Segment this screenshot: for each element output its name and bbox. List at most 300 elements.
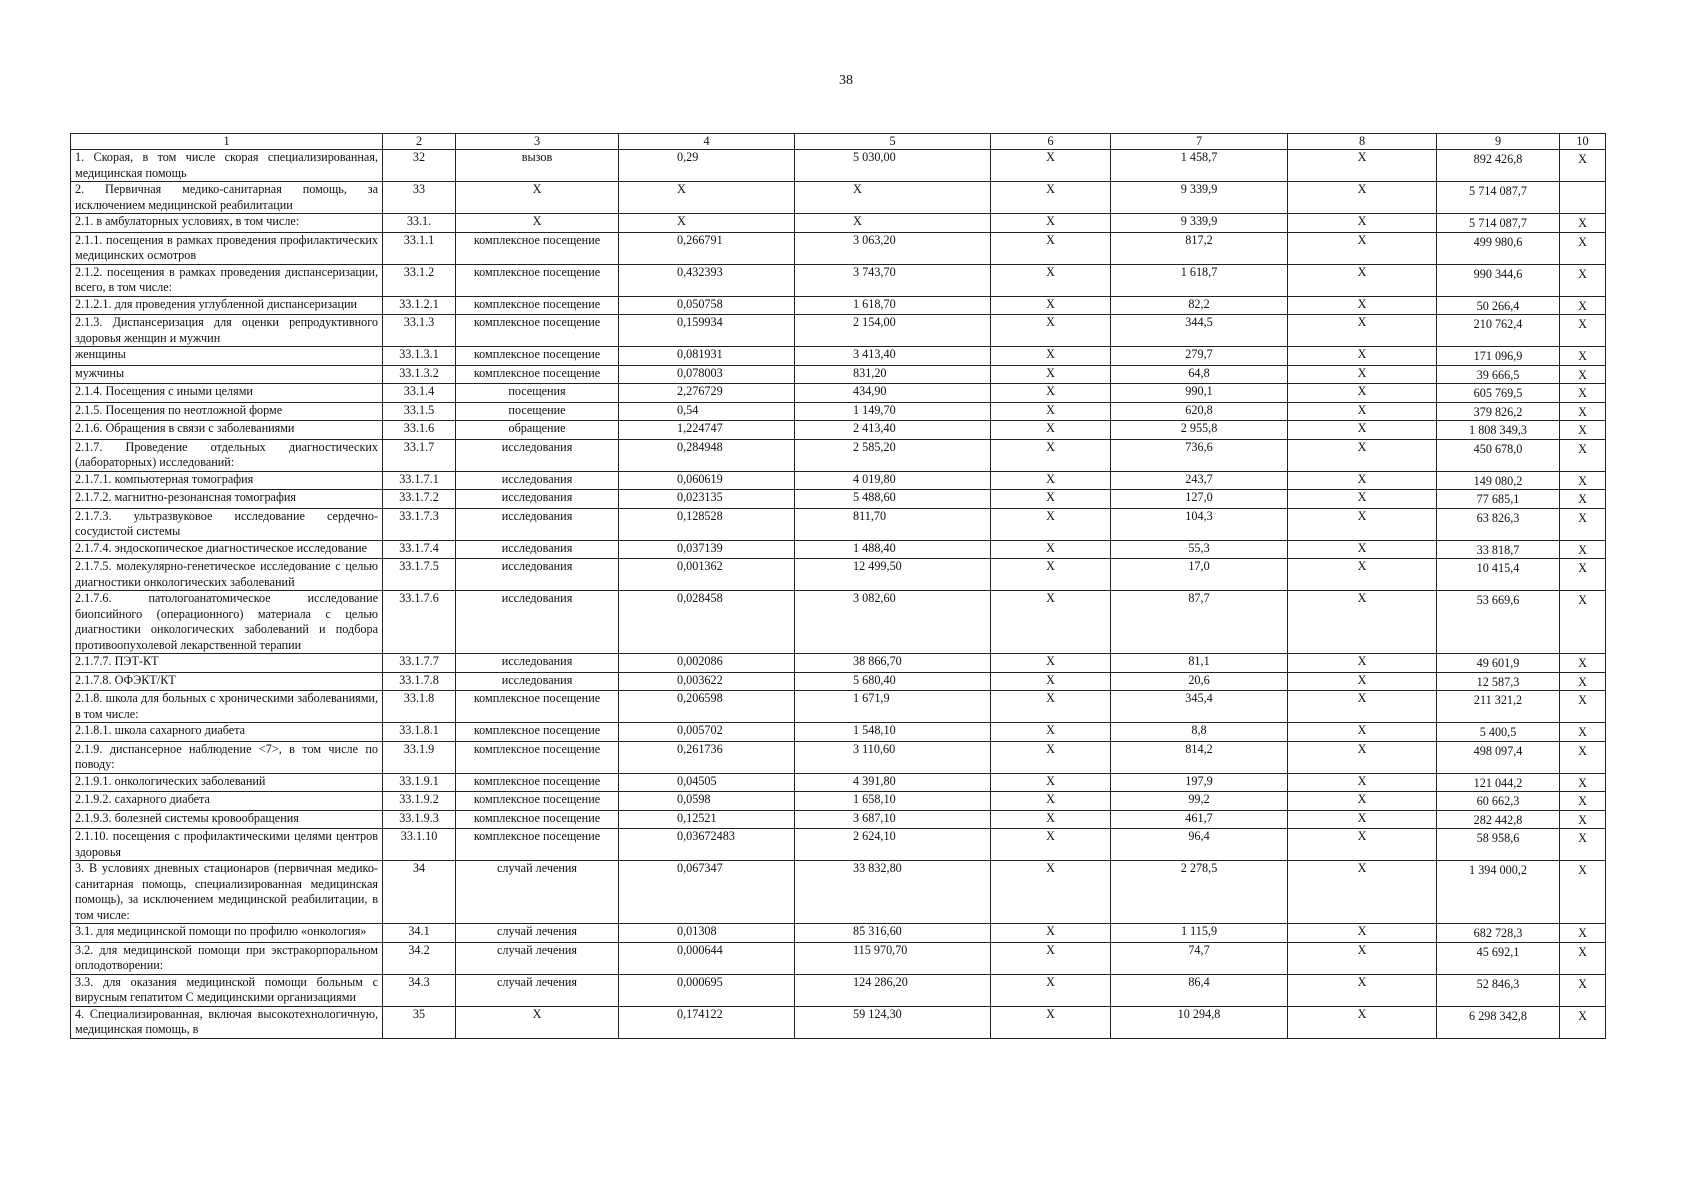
table-cell-col-6: Х — [991, 1006, 1111, 1038]
table-cell-col-9: 682 728,3 — [1437, 924, 1560, 943]
table-cell-col-6: Х — [991, 150, 1111, 182]
table-cell-col-7: 620,8 — [1111, 402, 1288, 421]
table-cell-col-5: 12 499,50 — [795, 559, 991, 591]
table-cell-col-1: 2.1.9. диспансерное наблюдение <7>, в том числе по поводу: — [71, 741, 383, 773]
table-cell-col-7: 1 115,9 — [1111, 924, 1288, 943]
column-number: 1 — [71, 134, 383, 150]
table-cell-col-4: 0,003622 — [619, 672, 795, 691]
table-cell-col-5: 1 548,10 — [795, 723, 991, 742]
table-cell-col-2: 33.1.2 — [383, 264, 456, 296]
table-cell-col-1: 2.1.7.2. магнитно-резонансная томография — [71, 490, 383, 509]
table-cell-col-8: Х — [1288, 439, 1437, 471]
table-cell-col-9: 379 826,2 — [1437, 402, 1560, 421]
table-cell-col-3: комплексное посещение — [456, 264, 619, 296]
table-cell-col-5: 124 286,20 — [795, 974, 991, 1006]
table-cell-col-3: посещение — [456, 402, 619, 421]
table-cell-col-8: Х — [1288, 1006, 1437, 1038]
table-cell-col-4: 0,081931 — [619, 347, 795, 366]
table-cell-col-9: 892 426,8 — [1437, 150, 1560, 182]
table-cell-col-4: 0,078003 — [619, 365, 795, 384]
table-cell-col-9: 450 678,0 — [1437, 439, 1560, 471]
table-cell-col-9: 499 980,6 — [1437, 232, 1560, 264]
table-cell-col-9: 50 266,4 — [1437, 296, 1560, 315]
table-cell-col-7: 20,6 — [1111, 672, 1288, 691]
table-cell-col-10: Х — [1560, 490, 1606, 509]
table-cell-col-10: Х — [1560, 296, 1606, 315]
table-cell-col-6: Х — [991, 508, 1111, 540]
table-cell-col-10: Х — [1560, 974, 1606, 1006]
table-cell-col-7: 243,7 — [1111, 471, 1288, 490]
table-cell-col-3: исследования — [456, 559, 619, 591]
table-cell-col-5: 5 030,00 — [795, 150, 991, 182]
table-cell-col-5: Х — [795, 214, 991, 233]
table-cell-col-9: 5 714 087,7 — [1437, 214, 1560, 233]
table-row — [71, 540, 1606, 559]
table-cell-col-8: Х — [1288, 214, 1437, 233]
table-cell-col-2: 34 — [383, 861, 456, 924]
table-cell-col-1: мужчины — [71, 365, 383, 384]
table-cell-col-10: Х — [1560, 471, 1606, 490]
column-number: 6 — [991, 134, 1111, 150]
table-cell-col-7: 55,3 — [1111, 540, 1288, 559]
table-cell-col-4: 0,04505 — [619, 773, 795, 792]
table-cell-col-5: 811,70 — [795, 508, 991, 540]
table-cell-col-3: исследования — [456, 654, 619, 673]
table-cell-col-4: 0,002086 — [619, 654, 795, 673]
table-cell-col-9: 6 298 342,8 — [1437, 1006, 1560, 1038]
table-cell-col-5: 2 154,00 — [795, 315, 991, 347]
table-cell-col-10: Х — [1560, 214, 1606, 233]
table-cell-col-7: 8,8 — [1111, 723, 1288, 742]
table-cell-col-10: Х — [1560, 439, 1606, 471]
table-cell-col-7: 736,6 — [1111, 439, 1288, 471]
table-cell-col-6: Х — [991, 654, 1111, 673]
table-cell-col-8: Х — [1288, 723, 1437, 742]
table-cell-col-10: Х — [1560, 264, 1606, 296]
table-cell-col-8: Х — [1288, 741, 1437, 773]
table-cell-col-1: 2.1.7. Проведение отдельных диагностических (лабораторных) исследований: — [71, 439, 383, 471]
table-cell-col-4: 0,266791 — [619, 232, 795, 264]
table-cell-col-2: 34.2 — [383, 942, 456, 974]
table-cell-col-2: 34.3 — [383, 974, 456, 1006]
table-cell-col-7: 817,2 — [1111, 232, 1288, 264]
table-cell-col-3: комплексное посещение — [456, 829, 619, 861]
table-cell-col-9: 990 344,6 — [1437, 264, 1560, 296]
table-cell-col-8: Х — [1288, 508, 1437, 540]
table-row — [71, 741, 1606, 773]
table-cell-col-7: 2 278,5 — [1111, 861, 1288, 924]
table-row — [71, 232, 1606, 264]
table-cell-col-8: Х — [1288, 924, 1437, 943]
table-cell-col-9: 45 692,1 — [1437, 942, 1560, 974]
table-cell-col-5: 5 680,40 — [795, 672, 991, 691]
table-cell-col-9: 1 808 349,3 — [1437, 421, 1560, 440]
table-cell-col-4: 0,174122 — [619, 1006, 795, 1038]
table-cell-col-10: Х — [1560, 559, 1606, 591]
table-cell-col-9: 53 669,6 — [1437, 591, 1560, 654]
table-cell-col-3: комплексное посещение — [456, 232, 619, 264]
table-cell-col-9: 39 666,5 — [1437, 365, 1560, 384]
table-cell-col-6: Х — [991, 490, 1111, 509]
table-cell-col-1: 2.1.5. Посещения по неотложной форме — [71, 402, 383, 421]
table-cell-col-8: Х — [1288, 232, 1437, 264]
table-cell-col-5: 1 488,40 — [795, 540, 991, 559]
table-cell-col-6: Х — [991, 672, 1111, 691]
table-cell-col-3: исследования — [456, 540, 619, 559]
table-cell-col-8: Х — [1288, 591, 1437, 654]
table-cell-col-7: 96,4 — [1111, 829, 1288, 861]
table-row — [71, 654, 1606, 673]
table-cell-col-2: 33.1.7.4 — [383, 540, 456, 559]
table-cell-col-4: 0,159934 — [619, 315, 795, 347]
table-cell-col-2: 33.1.9.1 — [383, 773, 456, 792]
table-cell-col-4: 0,03672483 — [619, 829, 795, 861]
table-cell-col-2: 33.1.9 — [383, 741, 456, 773]
table-cell-col-5: 3 413,40 — [795, 347, 991, 366]
table-cell-col-7: 197,9 — [1111, 773, 1288, 792]
table-cell-col-5: 3 687,10 — [795, 810, 991, 829]
table-cell-col-1: 2.1.7.1. компьютерная томография — [71, 471, 383, 490]
table-cell-col-5: 2 585,20 — [795, 439, 991, 471]
table-cell-col-5: 1 149,70 — [795, 402, 991, 421]
table-cell-col-3: комплексное посещение — [456, 723, 619, 742]
table-cell-col-6: Х — [991, 540, 1111, 559]
table-cell-col-2: 33.1.9.3 — [383, 810, 456, 829]
column-number: 8 — [1288, 134, 1437, 150]
table-cell-col-7: 345,4 — [1111, 691, 1288, 723]
table-cell-col-1: 4. Специализированная, включая высокотехнологичную, медицинская помощь, в — [71, 1006, 383, 1038]
column-number: 7 — [1111, 134, 1288, 150]
table-cell-col-6: Х — [991, 591, 1111, 654]
table-cell-col-8: Х — [1288, 810, 1437, 829]
table-cell-col-3: исследования — [456, 439, 619, 471]
column-number-row — [71, 134, 1606, 150]
table-cell-col-3: комплексное посещение — [456, 347, 619, 366]
table-cell-col-9: 5 714 087,7 — [1437, 182, 1560, 214]
table-row — [71, 508, 1606, 540]
table-cell-col-6: Х — [991, 861, 1111, 924]
table-cell-col-6: Х — [991, 810, 1111, 829]
table-cell-col-8: Х — [1288, 402, 1437, 421]
table-cell-col-8: Х — [1288, 829, 1437, 861]
table-cell-col-3: комплексное посещение — [456, 365, 619, 384]
table-cell-col-8: Х — [1288, 559, 1437, 591]
table-cell-col-1: 2.1.9.1. онкологических заболеваний — [71, 773, 383, 792]
table-cell-col-8: Х — [1288, 490, 1437, 509]
table-cell-col-2: 33.1.3.2 — [383, 365, 456, 384]
table-cell-col-2: 33.1.8 — [383, 691, 456, 723]
table-cell-col-8: Х — [1288, 315, 1437, 347]
table-cell-col-10: Х — [1560, 723, 1606, 742]
table-cell-col-6: Х — [991, 182, 1111, 214]
table-cell-col-8: Х — [1288, 365, 1437, 384]
table-row — [71, 365, 1606, 384]
table-cell-col-8: Х — [1288, 150, 1437, 182]
table-cell-col-1: 2.1.7.4. эндоскопическое диагностическое исследование — [71, 540, 383, 559]
table-cell-col-10: Х — [1560, 315, 1606, 347]
table-cell-col-10: Х — [1560, 741, 1606, 773]
table-cell-col-4: 0,01308 — [619, 924, 795, 943]
page-number: 38 — [839, 73, 853, 88]
table-cell-col-3: случай лечения — [456, 974, 619, 1006]
table-cell-col-10: Х — [1560, 942, 1606, 974]
table-cell-col-9: 171 096,9 — [1437, 347, 1560, 366]
table-cell-col-7: 2 955,8 — [1111, 421, 1288, 440]
table-cell-col-1: 2.1.7.8. ОФЭКТ/КТ — [71, 672, 383, 691]
table-cell-col-2: 33.1.9.2 — [383, 792, 456, 811]
table-cell-col-7: 104,3 — [1111, 508, 1288, 540]
table-cell-col-9: 1 394 000,2 — [1437, 861, 1560, 924]
table-row — [71, 810, 1606, 829]
table-row — [71, 792, 1606, 811]
table-cell-col-4: 2,276729 — [619, 384, 795, 403]
table-cell-col-6: Х — [991, 924, 1111, 943]
column-number: 9 — [1437, 134, 1560, 150]
table-cell-col-6: Х — [991, 315, 1111, 347]
table-cell-col-2: 33.1.10 — [383, 829, 456, 861]
table-cell-col-1: 2.1.7.6. патологоанатомическое исследование биопсийного (операционного) материала с целью диагностики онкологических заболеваний и подбора противоопухолевой лекарственной терапии — [71, 591, 383, 654]
table-cell-col-5: 434,90 — [795, 384, 991, 403]
table-cell-col-3: исследования — [456, 591, 619, 654]
table-cell-col-2: 33.1.5 — [383, 402, 456, 421]
table-cell-col-9: 63 826,3 — [1437, 508, 1560, 540]
table-cell-col-10: Х — [1560, 591, 1606, 654]
column-number: 4 — [619, 134, 795, 150]
table-row — [71, 942, 1606, 974]
table-cell-col-4: 0,206598 — [619, 691, 795, 723]
table-cell-col-3: комплексное посещение — [456, 691, 619, 723]
table-cell-col-6: Х — [991, 347, 1111, 366]
table-cell-col-6: Х — [991, 365, 1111, 384]
table-cell-col-4: 0,128528 — [619, 508, 795, 540]
table-cell-col-2: 35 — [383, 1006, 456, 1038]
table-cell-col-5: 1 671,9 — [795, 691, 991, 723]
table-cell-col-5: 2 624,10 — [795, 829, 991, 861]
table-row — [71, 421, 1606, 440]
table-cell-col-9: 149 080,2 — [1437, 471, 1560, 490]
table-cell-col-4: 0,432393 — [619, 264, 795, 296]
table-cell-col-5: 3 743,70 — [795, 264, 991, 296]
table-cell-col-4: 0,067347 — [619, 861, 795, 924]
table-cell-col-6: Х — [991, 792, 1111, 811]
table-cell-col-3: комплексное посещение — [456, 810, 619, 829]
table-cell-col-6: Х — [991, 942, 1111, 974]
table-cell-col-1: 2.1.8.1. школа сахарного диабета — [71, 723, 383, 742]
table-cell-col-2: 33.1.3.1 — [383, 347, 456, 366]
table-cell-col-1: 2.1.7.7. ПЭТ-КТ — [71, 654, 383, 673]
table-row — [71, 214, 1606, 233]
table-cell-col-8: Х — [1288, 421, 1437, 440]
table-cell-col-9: 77 685,1 — [1437, 490, 1560, 509]
table-cell-col-6: Х — [991, 559, 1111, 591]
column-number: 5 — [795, 134, 991, 150]
table-cell-col-1: 2.1.10. посещения с профилактическими целями центров здоровья — [71, 829, 383, 861]
table-cell-col-5: 3 082,60 — [795, 591, 991, 654]
table-row — [71, 672, 1606, 691]
table-cell-col-5: 3 110,60 — [795, 741, 991, 773]
table-cell-col-3: Х — [456, 1006, 619, 1038]
table-cell-col-8: Х — [1288, 672, 1437, 691]
table-cell-col-7: 814,2 — [1111, 741, 1288, 773]
table-cell-col-4: 0,12521 — [619, 810, 795, 829]
table-cell-col-6: Х — [991, 296, 1111, 315]
table-cell-col-8: Х — [1288, 347, 1437, 366]
table-row — [71, 974, 1606, 1006]
table-cell-col-4: 0,037139 — [619, 540, 795, 559]
table-row — [71, 264, 1606, 296]
table-cell-col-3: комплексное посещение — [456, 773, 619, 792]
table-cell-col-3: комплексное посещение — [456, 296, 619, 315]
column-number: 3 — [456, 134, 619, 150]
table-cell-col-6: Х — [991, 974, 1111, 1006]
table-cell-col-10: Х — [1560, 508, 1606, 540]
table-cell-col-4: 0,284948 — [619, 439, 795, 471]
table-cell-col-8: Х — [1288, 296, 1437, 315]
table-cell-col-7: 1 458,7 — [1111, 150, 1288, 182]
table-row — [71, 402, 1606, 421]
table-cell-col-3: исследования — [456, 508, 619, 540]
table-cell-col-1: 3. В условиях дневных стационаров (первичная медико-санитарная помощь, специализированная медицинская помощь), за исключением медицинской реабилитации, в том числе: — [71, 861, 383, 924]
table-cell-col-7: 17,0 — [1111, 559, 1288, 591]
table-cell-col-10: Х — [1560, 672, 1606, 691]
table-cell-col-10: Х — [1560, 347, 1606, 366]
table-cell-col-7: 279,7 — [1111, 347, 1288, 366]
table-cell-col-10: Х — [1560, 365, 1606, 384]
table-cell-col-1: женщины — [71, 347, 383, 366]
table-cell-col-10: Х — [1560, 421, 1606, 440]
table-row — [71, 490, 1606, 509]
table-cell-col-2: 33 — [383, 182, 456, 214]
table-cell-col-6: Х — [991, 384, 1111, 403]
column-number: 2 — [383, 134, 456, 150]
table-cell-col-4: 0,023135 — [619, 490, 795, 509]
table-cell-col-3: Х — [456, 214, 619, 233]
table-cell-col-1: 2.1.9.3. болезней системы кровообращения — [71, 810, 383, 829]
table-cell-col-3: случай лечения — [456, 942, 619, 974]
table-cell-col-2: 33.1.7.2 — [383, 490, 456, 509]
table-row — [71, 559, 1606, 591]
table-cell-col-3: комплексное посещение — [456, 792, 619, 811]
table-cell-col-3: исследования — [456, 490, 619, 509]
table-body — [71, 150, 1606, 1039]
table-cell-col-2: 33.1.1 — [383, 232, 456, 264]
table-cell-col-2: 33.1.2.1 — [383, 296, 456, 315]
table-cell-col-6: Х — [991, 214, 1111, 233]
table-cell-col-7: 86,4 — [1111, 974, 1288, 1006]
table-cell-col-6: Х — [991, 232, 1111, 264]
table-cell-col-3: случай лечения — [456, 861, 619, 924]
table-cell-col-6: Х — [991, 829, 1111, 861]
table-cell-col-6: Х — [991, 264, 1111, 296]
table-cell-col-7: 1 618,7 — [1111, 264, 1288, 296]
table-cell-col-10: Х — [1560, 810, 1606, 829]
table-cell-col-8: Х — [1288, 654, 1437, 673]
table-cell-col-2: 33.1.4 — [383, 384, 456, 403]
table-cell-col-8: Х — [1288, 691, 1437, 723]
table-cell-col-9: 121 044,2 — [1437, 773, 1560, 792]
table-cell-col-5: 2 413,40 — [795, 421, 991, 440]
table-cell-col-5: 85 316,60 — [795, 924, 991, 943]
table-cell-col-2: 33.1.7.5 — [383, 559, 456, 591]
table-cell-col-4: Х — [619, 214, 795, 233]
table-cell-col-1: 2.1.7.3. ультразвуковое исследование сердечно-сосудистой системы — [71, 508, 383, 540]
table-cell-col-3: Х — [456, 182, 619, 214]
table-cell-col-9: 5 400,5 — [1437, 723, 1560, 742]
table-cell-col-3: посещения — [456, 384, 619, 403]
table-cell-col-2: 33.1.7.7 — [383, 654, 456, 673]
table-cell-col-1: 2.1.6. Обращения в связи с заболеваниями — [71, 421, 383, 440]
table-cell-col-4: 0,001362 — [619, 559, 795, 591]
table-cell-col-5: 59 124,30 — [795, 1006, 991, 1038]
table-cell-col-8: Х — [1288, 471, 1437, 490]
table-row — [71, 315, 1606, 347]
table-cell-col-10: Х — [1560, 654, 1606, 673]
table-cell-col-5: 4 391,80 — [795, 773, 991, 792]
table-cell-col-9: 60 662,3 — [1437, 792, 1560, 811]
table-cell-col-9: 210 762,4 — [1437, 315, 1560, 347]
table-cell-col-7: 344,5 — [1111, 315, 1288, 347]
table-cell-col-3: комплексное посещение — [456, 741, 619, 773]
table-row — [71, 829, 1606, 861]
table-cell-col-2: 33.1.3 — [383, 315, 456, 347]
table-cell-col-8: Х — [1288, 384, 1437, 403]
table-cell-col-1: 2.1.7.5. молекулярно-генетическое исследование с целью диагностики онкологических заболеваний — [71, 559, 383, 591]
table-cell-col-10: Х — [1560, 232, 1606, 264]
table-cell-col-1: 2.1.3. Диспансеризация для оценки репродуктивного здоровья женщин и мужчин — [71, 315, 383, 347]
table-cell-col-4: 0,54 — [619, 402, 795, 421]
table-cell-col-9: 282 442,8 — [1437, 810, 1560, 829]
table-cell-col-2: 34.1 — [383, 924, 456, 943]
table-cell-col-5: 115 970,70 — [795, 942, 991, 974]
table-cell-col-8: Х — [1288, 861, 1437, 924]
table-cell-col-6: Х — [991, 421, 1111, 440]
table-cell-col-7: 87,7 — [1111, 591, 1288, 654]
table-cell-col-4: 0,060619 — [619, 471, 795, 490]
table-cell-col-4: 0,000695 — [619, 974, 795, 1006]
table-cell-col-1: 2.1.9.2. сахарного диабета — [71, 792, 383, 811]
table-cell-col-1: 3.3. для оказания медицинской помощи больным с вирусным гепатитом С медицинскими организациями — [71, 974, 383, 1006]
table-cell-col-10 — [1560, 182, 1606, 214]
table-row — [71, 150, 1606, 182]
table-cell-col-1: 2.1.4. Посещения с иными целями — [71, 384, 383, 403]
table-cell-col-3: комплексное посещение — [456, 315, 619, 347]
table-row — [71, 471, 1606, 490]
table-cell-col-7: 74,7 — [1111, 942, 1288, 974]
table-cell-col-7: 9 339,9 — [1111, 214, 1288, 233]
table-cell-col-3: исследования — [456, 672, 619, 691]
data-table — [70, 133, 1606, 1039]
table-cell-col-1: 1. Скорая, в том числе скорая специализированная, медицинская помощь — [71, 150, 383, 182]
table-row — [71, 347, 1606, 366]
table-cell-col-5: 5 488,60 — [795, 490, 991, 509]
table-cell-col-1: 2.1. в амбулаторных условиях, в том числе: — [71, 214, 383, 233]
table-cell-col-1: 3.1. для медицинской помощи по профилю «онкология» — [71, 924, 383, 943]
table-cell-col-10: Х — [1560, 792, 1606, 811]
table-cell-col-7: 9 339,9 — [1111, 182, 1288, 214]
table-cell-col-5: 1 618,70 — [795, 296, 991, 315]
table-row — [71, 296, 1606, 315]
table-cell-col-9: 52 846,3 — [1437, 974, 1560, 1006]
table-cell-col-4: Х — [619, 182, 795, 214]
table-cell-col-1: 2.1.2.1. для проведения углубленной диспансеризации — [71, 296, 383, 315]
table-cell-col-5: 1 658,10 — [795, 792, 991, 811]
table-row — [71, 723, 1606, 742]
table-cell-col-9: 10 415,4 — [1437, 559, 1560, 591]
table-cell-col-4: 0,028458 — [619, 591, 795, 654]
table-cell-col-3: случай лечения — [456, 924, 619, 943]
table-cell-col-10: Х — [1560, 773, 1606, 792]
table-cell-col-1: 3.2. для медицинской помощи при экстракорпоральном оплодотворении: — [71, 942, 383, 974]
